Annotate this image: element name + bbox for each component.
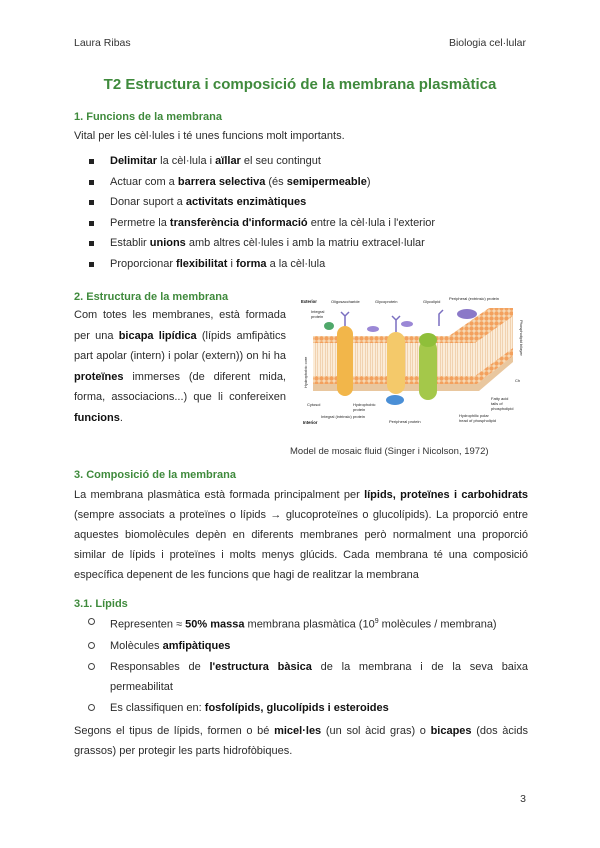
section-2-paragraph: Com totes les membranes, està formada per una bicapa lipídica (lípids amfipàtics part apolar (intern) i polar (extern)) on hi ha proteïnes immerses (de diferent mida, forma, associacions...) que li confereixen funcions. — [74, 309, 286, 424]
peripheral-protein-shape — [457, 309, 477, 319]
label-fatty-acid: tails of — [491, 401, 503, 406]
label-fatty-acid: Fatty acid — [491, 396, 509, 401]
label-interior: Interior — [303, 420, 318, 425]
label-integral-intrinsic: Integral (intrinsic) protein — [321, 414, 366, 419]
header-subject: Biologia cel·lular — [448, 37, 526, 49]
label-hydrophobic-core: Hydrophobic core — [303, 356, 308, 388]
section-3-paragraph: La membrana plasmàtica està formada principalment per lípids, proteïnes i carbohidrats (sempre associats a proteïnes o lípids → glucoproteïnes o glucolípids). La proporció entre aquestes biomolècules depèn en diferents membranes però normalment una proporció similar de lípids i proteïnes i molts menys glúcids. Cada membrana té una composició específica depenent de les funcions que hagi de realitzar la membrana — [74, 489, 528, 581]
page-title: T2 Estructura i composició de la membrana plasmàtica — [103, 76, 497, 93]
fluid-mosaic-figure — [299, 296, 527, 430]
label-phospholipid-bilayer: Phospholipid bilayer — [519, 320, 524, 356]
section-2-heading: 2. Estructura de la membrana — [74, 291, 229, 303]
label-peripheral-extrinsic: Peripheral (extrinsic) protein — [449, 296, 500, 301]
label-hydrophobic-protein: protein — [353, 407, 366, 412]
lipid-item: Es classifiquen en: fosfolípids, glucolípids i esteroides — [74, 698, 528, 718]
label-glycolipid: Glycolipid — [423, 299, 441, 304]
lipids-closing-paragraph: Segons el tipus de lípids, formen o bé micel·les (un sol àcid gras) o bicapes (dos àcids grassos) per protegir les parts hidrofòbiques. — [74, 725, 528, 757]
label-integral-protein: Integral — [311, 309, 325, 314]
lipids-list — [74, 612, 528, 719]
function-item: Permetre la transferència d'informació entre la cèl·lula i l'exterior — [74, 213, 435, 234]
oligosaccharide-chain — [341, 312, 349, 326]
label-glycoprotein: Glycoprotein — [375, 299, 398, 304]
lipid-item: Molècules amfipàtiques — [74, 636, 528, 656]
label-integral-protein: protein — [311, 314, 324, 319]
function-item: Establir unions amb altres cèl·lules i amb la matriu extracel·lular — [74, 233, 435, 254]
lipid-item: Representen ≈ 50% massa membrana plasmàtica ($10^9$ molècules / membrana) — [74, 612, 528, 635]
function-item: Actuar com a barrera selectiva (és semipermeable) — [74, 172, 435, 193]
peripheral-protein-shape — [386, 395, 404, 405]
lipid-item: Responsables de l'estructura bàsica de la membrana i de la seva baixa permeabilitat — [74, 657, 528, 697]
section-1-heading: 1. Funcions de la membrana — [74, 111, 222, 123]
oligosaccharide-chain — [392, 316, 400, 332]
integral-protein-shape — [419, 340, 437, 400]
integral-protein-shape — [387, 332, 405, 394]
label-hydrophilic-head: Hydrophilic polar — [459, 413, 489, 418]
peripheral-protein-shape — [324, 322, 334, 330]
label-exterior: Exterior — [301, 299, 317, 304]
peripheral-protein-shape — [401, 321, 413, 327]
section-3-heading: 3. Composició de la membrana — [74, 469, 236, 481]
label-hydrophobic-protein: Hydrophobic — [353, 402, 376, 407]
glycoprotein-shape — [419, 333, 437, 347]
oligosaccharide-chain — [439, 310, 443, 326]
peripheral-protein-shape — [367, 326, 379, 332]
page-number: 3 — [520, 793, 526, 805]
header-author: Laura Ribas — [74, 37, 131, 49]
label-cytosol: Cytosol — [307, 402, 321, 407]
function-item: Donar suport a activitats enzimàtiques — [74, 192, 435, 213]
functions-list — [74, 151, 435, 275]
label-hydrophilic-head: head of phospholipid — [459, 418, 496, 423]
label-cholesterol: Ch — [515, 378, 521, 383]
section-1-intro: Vital per les cèl·lules i té unes funcions molt importants. — [74, 130, 345, 142]
label-fatty-acid: phospholipid — [491, 406, 514, 411]
function-item: Proporcionar flexibilitat i forma a la cèl·lula — [74, 254, 435, 275]
section-3-1-heading: 3.1. Lípids — [74, 598, 128, 610]
function-item: Delimitar la cèl·lula i aïllar el seu contingut — [74, 151, 435, 172]
label-peripheral-protein: Peripheral protein — [389, 419, 421, 424]
label-oligosaccharide: Oligosaccharide — [331, 299, 360, 304]
figure-caption: Model de mosaic fluid (Singer i Nicolson, 1972) — [290, 446, 489, 457]
integral-protein-shape — [337, 326, 353, 396]
